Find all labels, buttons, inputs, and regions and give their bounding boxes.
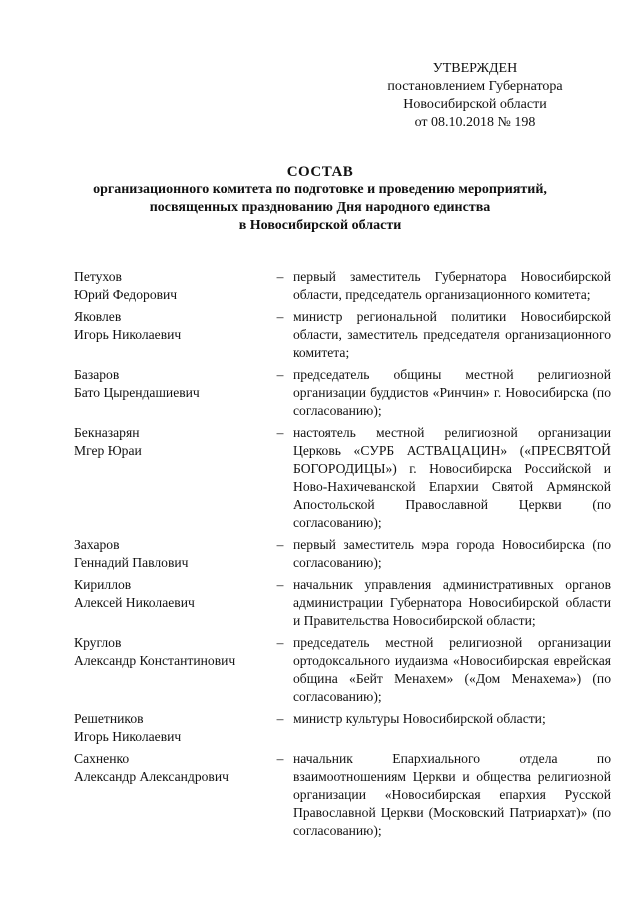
member-surname: Петухов: [74, 269, 122, 284]
member-surname: Яковлев: [74, 309, 122, 324]
member-dash: –: [276, 309, 284, 324]
member-dash: –: [276, 751, 284, 766]
member-row: [74, 750, 612, 840]
member-row: [74, 424, 612, 532]
title-line-2: посвященных празднованию Дня народного единства: [149, 200, 491, 215]
member-dash: –: [276, 635, 284, 650]
title-heading: СОСТАВ: [286, 164, 354, 180]
member-name: [74, 308, 267, 344]
member-role: начальник Епархиального отдела по взаимоотношениям Церкви и общества религиозной организации «Новосибирская епархия Русской Православной Церкви (Московский Патриархат)» (по согласованию);: [293, 751, 611, 838]
member-name: [74, 634, 267, 670]
member-surname: Сахненко: [74, 751, 130, 766]
approval-status: УТВЕРЖДЕН: [432, 61, 518, 76]
member-surname: Кириллов: [74, 577, 132, 592]
member-name: [74, 268, 267, 304]
member-given-name: Александр Александрович: [74, 769, 229, 784]
member-given-name: Бато Цырендашиевич: [74, 385, 200, 400]
member-name: [74, 576, 267, 612]
member-role: председатель общины местной религиозной организации буддистов «Ринчин» г. Новосибирска (по согласованию);: [293, 367, 611, 418]
member-surname: Круглов: [74, 635, 122, 650]
member-name: [74, 536, 267, 572]
member-name: [74, 424, 267, 460]
member-dash: –: [276, 425, 284, 440]
approval-basis: постановлением Губернатора: [387, 79, 563, 94]
member-surname: Бекназарян: [74, 425, 140, 440]
member-role: настоятель местной религиозной организации Церковь «СУРБ АСТВАЦАЦИН» («ПРЕСВЯТОЙ БОГОРОДИЦЫ») г. Новосибирска Российской и Ново-Нахичеванской Епархии Святой Армянской Апостольской Православной Церкви (по согласованию);: [293, 425, 611, 530]
member-given-name: Юрий Федорович: [74, 287, 178, 302]
committee-roster: [74, 268, 612, 844]
member-row: [74, 268, 612, 304]
approval-stamp: [360, 60, 590, 132]
member-dash: –: [276, 367, 284, 382]
member-surname: Решетников: [74, 711, 144, 726]
member-given-name: Александр Константинович: [74, 653, 236, 668]
member-row: [74, 536, 612, 572]
approval-date-number: от 08.10.2018 № 198: [414, 115, 536, 130]
member-given-name: Игорь Николаевич: [74, 327, 182, 342]
approval-region: Новосибирской области: [403, 97, 547, 112]
member-role: министр культуры Новосибирской области;: [293, 711, 546, 726]
member-row: [74, 366, 612, 420]
title-line-3: в Новосибирской области: [238, 218, 402, 233]
member-surname: Базаров: [74, 367, 120, 382]
member-row: [74, 634, 612, 706]
member-name: [74, 710, 267, 746]
member-given-name: Мгер Юраи: [74, 443, 142, 458]
member-role: первый заместитель Губернатора Новосибирской области, председатель организационного комитета;: [293, 269, 611, 302]
member-dash: –: [276, 269, 284, 284]
member-row: [74, 308, 612, 362]
member-role: первый заместитель мэра города Новосибирска (по согласованию);: [293, 537, 611, 570]
member-given-name: Геннадий Павлович: [74, 555, 189, 570]
member-dash: –: [276, 537, 284, 552]
member-role: начальник управления административных органов администрации Губернатора Новосибирской области и Правительства Новосибирской области;: [293, 577, 611, 628]
member-given-name: Алексей Николаевич: [74, 595, 195, 610]
member-dash: –: [276, 711, 284, 726]
member-role: министр региональной политики Новосибирской области, заместитель председателя организационного комитета;: [293, 309, 611, 360]
member-name: [74, 366, 267, 402]
document-title: [60, 163, 580, 235]
member-name: [74, 750, 267, 786]
member-dash: –: [276, 577, 284, 592]
member-surname: Захаров: [74, 537, 120, 552]
member-given-name: Игорь Николаевич: [74, 729, 182, 744]
member-row: [74, 576, 612, 630]
member-row: [74, 710, 612, 746]
title-line-1: организационного комитета по подготовке и проведению мероприятий,: [93, 182, 547, 197]
member-role: председатель местной религиозной организации ортодоксального иудаизма «Новосибирская еврейская община «Бейт Менахем» («Дом Менахема») (по согласованию);: [293, 635, 611, 704]
